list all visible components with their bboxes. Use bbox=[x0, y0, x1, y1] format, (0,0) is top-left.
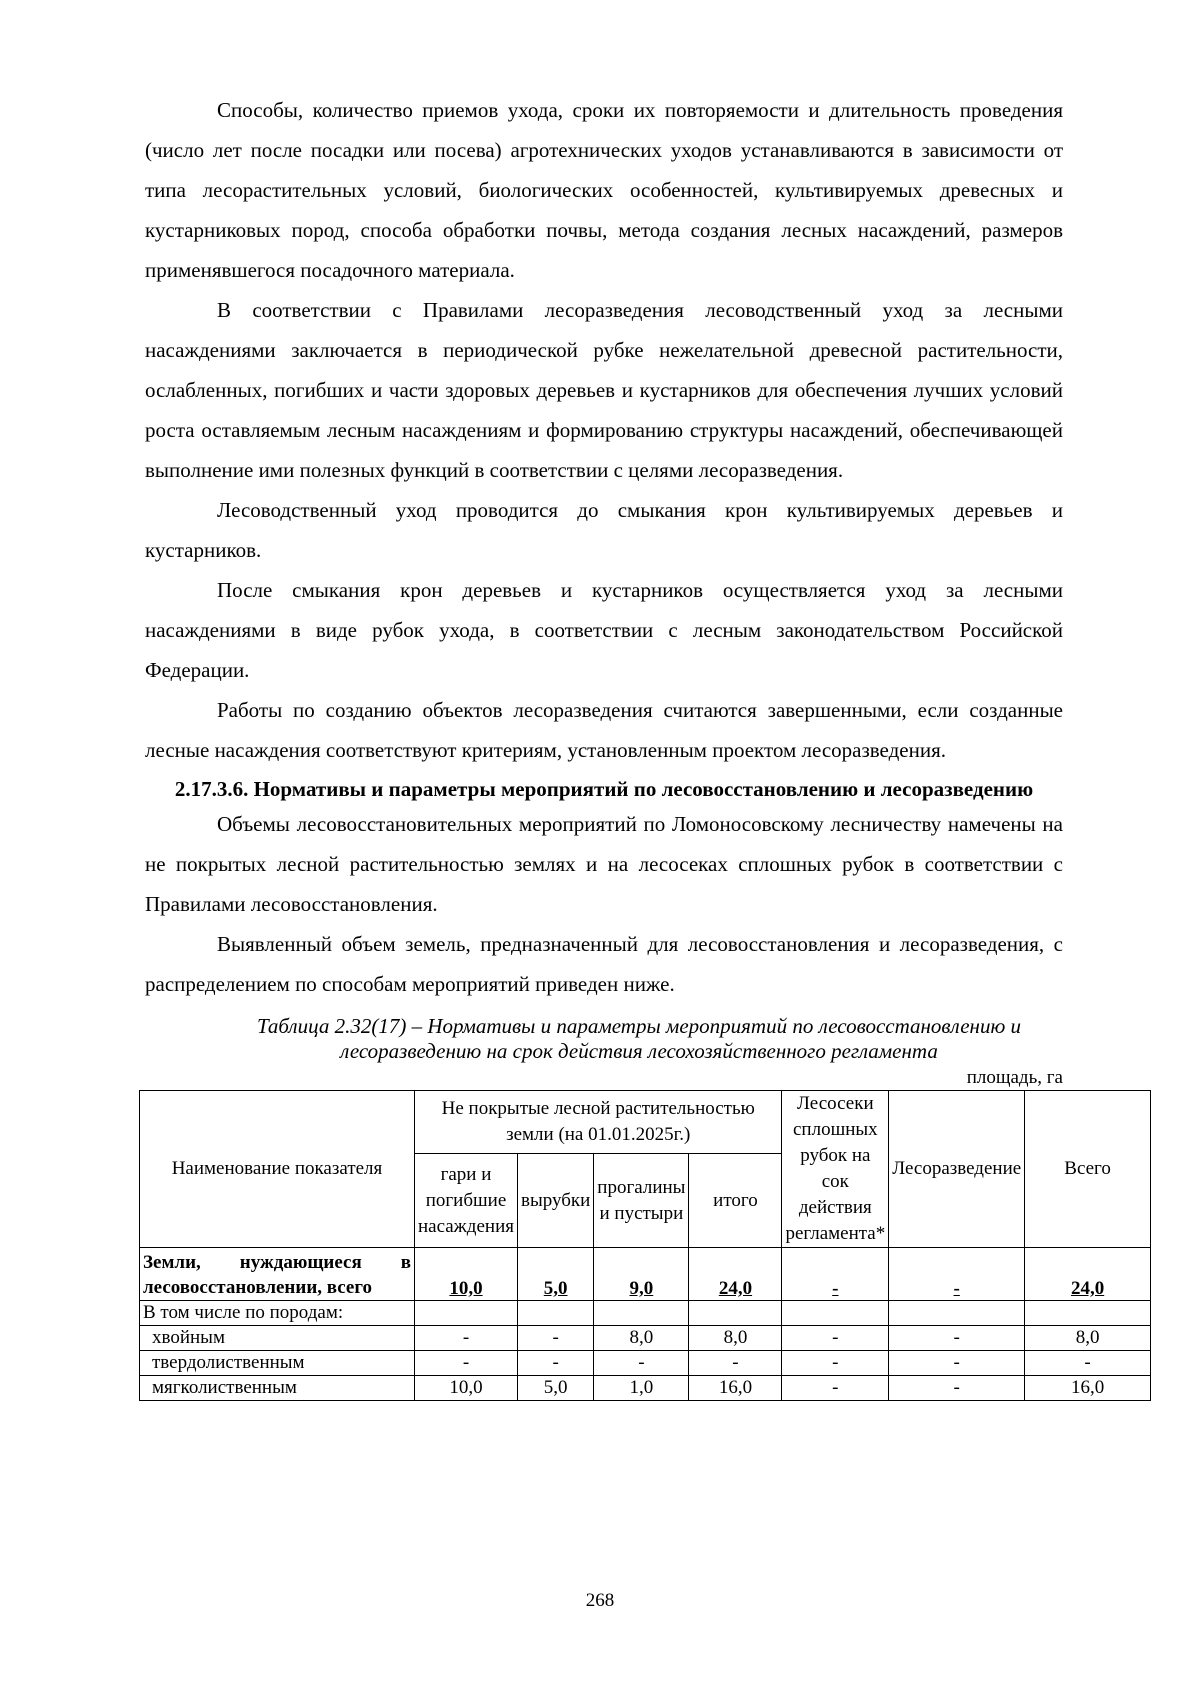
header-total: Всего bbox=[1025, 1091, 1151, 1248]
paragraph: Лесоводственный уход проводится до смыкания крон культивируемых деревьев и кустарников. bbox=[145, 498, 1063, 562]
header-uncovered-lands: Не покрытые лесной растительностью земли (на 01.01.2025г.) bbox=[414, 1091, 781, 1154]
header-afforestation: Лесоразведение bbox=[889, 1091, 1025, 1248]
cell-value: 16,0 bbox=[1025, 1376, 1151, 1401]
cell-value: - bbox=[782, 1376, 889, 1401]
header-subtotal: итого bbox=[689, 1154, 782, 1248]
cell-value: 16,0 bbox=[689, 1376, 782, 1401]
table-row bbox=[140, 1248, 1151, 1301]
paragraph: После смыкания крон деревьев и кустарников осуществляется уход за лесными насаждениями в виде рубок ухода, в соответствии с лесным законодательством Российской Федерации. bbox=[145, 578, 1063, 682]
header-glades-wastelands: прогалины и пустыри bbox=[594, 1154, 689, 1248]
cell-value: - bbox=[782, 1326, 889, 1351]
cell-value bbox=[689, 1301, 782, 1326]
cell-value: - bbox=[517, 1326, 593, 1351]
header-burned-dead-stands: гари и погибшие насаждения bbox=[414, 1154, 517, 1248]
cell-value bbox=[782, 1301, 889, 1326]
cell-value: 8,0 bbox=[689, 1326, 782, 1351]
paragraph: Выявленный объем земель, предназначенный для лесовосстановления и лесоразведения, с распределением по способам мероприятий приведен ниже. bbox=[145, 932, 1063, 996]
cell-value: - bbox=[782, 1351, 889, 1376]
table-units: площадь, га bbox=[966, 1067, 1063, 1088]
header-name: Наименование показателя bbox=[140, 1091, 415, 1248]
cell-value: 24,0 bbox=[689, 1248, 782, 1301]
cell-value: 8,0 bbox=[594, 1326, 689, 1351]
table-row bbox=[140, 1351, 1151, 1376]
paragraph: Способы, количество приемов ухода, сроки их повторяемости и длительность проведения (число лет после посадки или посева) агротехнических уходов устанавливаются в зависимости от типа лесорастительных условий, биологических особенностей, культивируемых древесных и кустарниковых пород, способа обработки почвы, метода создания лесных насаждений, размеров применявшегося посадочного материала. bbox=[145, 98, 1063, 282]
paragraph: В соответствии с Правилами лесоразведения лесоводственный уход за лесными насаждениями заключается в периодической рубке нежелательной древесной растительности, ослабленных, погибших и части здоровых деревьев и кустарников для обеспечения лучших условий роста оставляемым лесным насаждениям и формированию структуры насаждений, обеспечивающей выполнение ими полезных функций в соответствии с целями лесоразведения. bbox=[145, 298, 1063, 482]
header-clear-cutting-areas: Лесосеки сплошных рубок на сок действия регламента* bbox=[782, 1091, 889, 1248]
document-page bbox=[143, 90, 1111, 1401]
cell-value: 9,0 bbox=[594, 1248, 689, 1301]
cell-value bbox=[1025, 1301, 1151, 1326]
cell-value: - bbox=[889, 1376, 1025, 1401]
table-row bbox=[140, 1376, 1151, 1401]
cell-value: - bbox=[782, 1248, 889, 1301]
row-label: мягколиственным bbox=[140, 1376, 415, 1401]
cell-value: - bbox=[414, 1351, 517, 1376]
cell-value: - bbox=[1025, 1351, 1151, 1376]
cell-value bbox=[889, 1301, 1025, 1326]
cell-value: - bbox=[414, 1326, 517, 1351]
cell-value: 8,0 bbox=[1025, 1326, 1151, 1351]
row-label: твердолиственным bbox=[140, 1351, 415, 1376]
row-label: хвойным bbox=[140, 1326, 415, 1351]
cell-value: 10,0 bbox=[414, 1248, 517, 1301]
row-label: В том числе по породам: bbox=[140, 1301, 415, 1326]
cell-value bbox=[594, 1301, 689, 1326]
table-caption: Таблица 2.32(17) – Нормативы и параметры мероприятий по лесовосстановлению и лесоразведению на срок действия лесохозяйственного регламента bbox=[256, 1014, 1022, 1063]
cell-value: 5,0 bbox=[517, 1248, 593, 1301]
cell-value: 24,0 bbox=[1025, 1248, 1151, 1301]
header-clearcuts: вырубки bbox=[517, 1154, 593, 1248]
table-row bbox=[140, 1301, 1151, 1326]
cell-value bbox=[517, 1301, 593, 1326]
cell-value bbox=[414, 1301, 517, 1326]
cell-value: 5,0 bbox=[517, 1376, 593, 1401]
row-label: Земли, нуждающиеся в лесовосстановлении, всего bbox=[140, 1248, 415, 1301]
cell-value: - bbox=[594, 1351, 689, 1376]
table-row bbox=[140, 1326, 1151, 1351]
cell-value: - bbox=[517, 1351, 593, 1376]
paragraph: Работы по созданию объектов лесоразведения считаются завершенными, если созданные лесные насаждения соответствуют критериям, установленным проектом лесоразведения. bbox=[145, 698, 1063, 762]
cell-value: - bbox=[889, 1326, 1025, 1351]
cell-value: - bbox=[889, 1248, 1025, 1301]
cell-value: - bbox=[889, 1351, 1025, 1376]
forest-restoration-table bbox=[139, 1090, 1151, 1401]
cell-value: 10,0 bbox=[414, 1376, 517, 1401]
cell-value: 1,0 bbox=[594, 1376, 689, 1401]
page-number: 268 bbox=[585, 1590, 615, 1611]
paragraph: Объемы лесовосстановительных мероприятий по Ломоносовскому лесничеству намечены на не покрытых лесной растительностью землях и на лесосеках сплошных рубок в соответствии с Правилами лесовосстановления. bbox=[145, 812, 1063, 916]
cell-value: - bbox=[689, 1351, 782, 1376]
section-heading: 2.17.3.6. Нормативы и параметры мероприятий по лесовосстановлению и лесоразведению bbox=[174, 777, 1034, 801]
